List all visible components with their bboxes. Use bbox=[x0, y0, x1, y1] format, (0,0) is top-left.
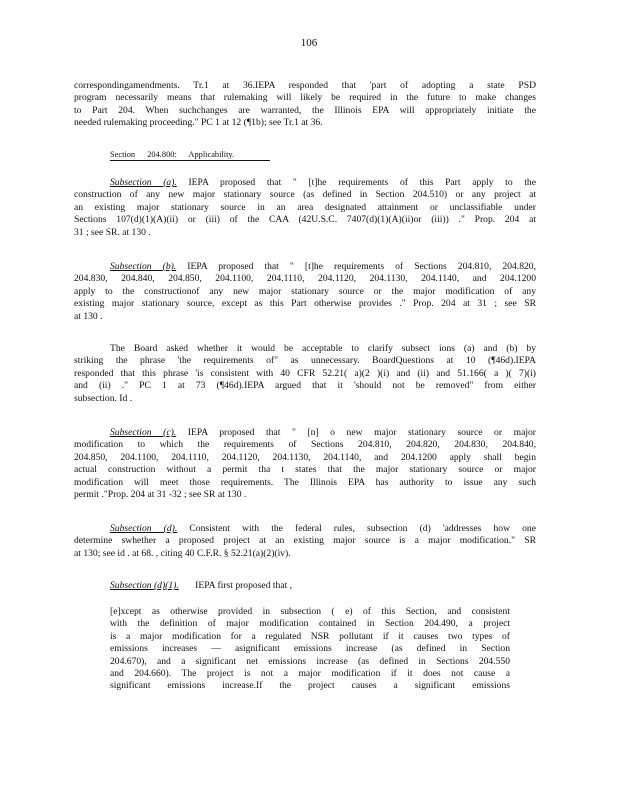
subsection-label: Subsection (a). bbox=[110, 177, 177, 188]
text-line: needed rulemaking proceeding." PC 1 at 12 (¶1b); see Tr.1 at 36. bbox=[74, 117, 323, 129]
section-heading bbox=[110, 150, 270, 161]
paragraph-intro bbox=[74, 80, 536, 130]
text-line: 31 ; see SR. at 130 . bbox=[74, 226, 151, 238]
quote-line: with the definition of major modification contained in Section 204.490, a project bbox=[110, 618, 510, 630]
text-line: and (ii) ." PC 1 at 73 (¶46d).IEPA argued that it 'should not be removed" from either bbox=[74, 380, 536, 392]
text-line: actual construction without a permit tha t states that the major stationary source or major bbox=[74, 464, 536, 476]
text-line: construction of any new major stationary source (as defined in Section 204.510) or any project at bbox=[74, 189, 536, 201]
text-line: at 130 . bbox=[74, 310, 103, 322]
paragraph-subsection-a bbox=[74, 177, 536, 239]
text-line: 204.850, 204.1100, 204.1110, 204.1120, 204.1130, 204.1140, and 204.1200 apply shall begin bbox=[74, 451, 536, 463]
paragraph-subsection-d1 bbox=[74, 580, 536, 592]
text-line: permit ."Prop. 204 at 31 -32 ; see SR at 130 . bbox=[74, 489, 247, 501]
text-line bbox=[74, 580, 536, 592]
text-line: to Part 204. When suchchanges are warranted, the Illinois EPA will appropriately initiate the bbox=[74, 104, 536, 116]
quote-line: [e]xcept as otherwise provided in subsection ( e) of this Section, and consistent bbox=[110, 606, 510, 617]
text-fragment: IEPA proposed that " [t]he requirements of this Part apply to the bbox=[188, 177, 536, 188]
text-line: determine swhether a proposed project at an existing major source is a major modification." SR bbox=[74, 535, 536, 547]
text-line: modification will meet those requirements. The Illinois EPA has authority to issue any such bbox=[74, 476, 536, 488]
paragraph-board-question bbox=[74, 343, 536, 405]
section-word: Section bbox=[110, 150, 136, 159]
quote-line: significant emissions increase.If the project causes a significant emissions bbox=[110, 680, 510, 692]
text-fragment: IEPA proposed that " [n] o new major stationary source or major bbox=[187, 427, 536, 438]
text-line: Sections 107(d)(1)(A)(ii) or (iii) of the CAA (42U.S.C. 7407(d)(1)(A)(ii)or (iii)) ." Prop. 204 at bbox=[74, 214, 536, 226]
subsection-label: Subsection (c). bbox=[110, 427, 177, 438]
text-line: The Board asked whether it would be acceptable to clarify subsect ions (a) and (b) by bbox=[110, 343, 536, 354]
text-line bbox=[74, 523, 536, 535]
text-line: subsection. Id . bbox=[74, 392, 133, 404]
text-line bbox=[74, 427, 536, 439]
text-line: existing major stationary source, except as this Part otherwise provides ." Prop. 204 at 31 ; see SR bbox=[74, 298, 536, 310]
text-line: responded that this phrase 'is consistent with 40 CFR 52.21( a)(2 )(i) and (ii) and 51.166( a )( 7)(i) bbox=[74, 367, 536, 379]
subsection-label: Subsection (d). bbox=[110, 523, 178, 534]
block-quote bbox=[110, 606, 510, 693]
quote-line: is a major modification for a regulated NSR pollutant if it causes two types of bbox=[110, 630, 510, 642]
page-number: 106 bbox=[300, 37, 318, 49]
text-line: an existing major stationary source in an area designated attainment or unclassifiable under bbox=[74, 201, 536, 213]
text-line: modification to which the requirements of Sections 204.810, 204.820, 204.830, 204.840, bbox=[74, 439, 536, 451]
text-fragment: IEPA proposed that " [t]he requirements of Sections 204.810, 204.820, bbox=[187, 261, 536, 272]
paragraph-subsection-d bbox=[74, 523, 536, 560]
section-title: Applicability. bbox=[188, 150, 235, 159]
text-line: striking the phrase 'the requirements of" as unnecessary. BoardQuestions at 10 (¶46d).IEPA bbox=[74, 355, 536, 367]
text-fragment: IEPA first proposed that , bbox=[195, 580, 293, 591]
text-line: correspondingamendments. Tr.1 at 36.IEPA responded that 'part of adopting a state PSD bbox=[74, 80, 536, 91]
text-fragment: Consistent with the federal rules, subsection (d) 'addresses how one bbox=[189, 523, 536, 534]
text-line: program necessarily means that rulemaking will likely be required in the future to make changes bbox=[74, 92, 536, 104]
text-line bbox=[74, 177, 536, 189]
text-line bbox=[74, 261, 536, 273]
paragraph-subsection-c bbox=[74, 427, 536, 501]
quote-line: 204.670), and a significant net emissions increase (as defined in Sections 204.550 bbox=[110, 655, 510, 667]
subsection-label: Subsection (b). bbox=[110, 261, 177, 272]
text-line: 204.830, 204.840, 204.850, 204.1100, 204.1110, 204.1120, 204.1130, 204.1140, and 204.1200 bbox=[74, 273, 536, 285]
quote-line: emissions increases — asignificant emissions increase (as defined in Section bbox=[110, 643, 510, 655]
text-line: apply to the constructionof any new major stationary source or the major modification of any bbox=[74, 285, 536, 297]
subsection-label: Subsection (d)(1). bbox=[110, 580, 179, 591]
quote-line: and 204.660). The project is not a major modification if it does not cause a bbox=[110, 668, 510, 680]
section-number: 204.800: bbox=[147, 150, 177, 159]
paragraph-subsection-b bbox=[74, 261, 536, 323]
text-line: at 130; see id . at 68. , citing 40 C.F.R. § 52.21(a)(2)(iv). bbox=[74, 547, 291, 559]
